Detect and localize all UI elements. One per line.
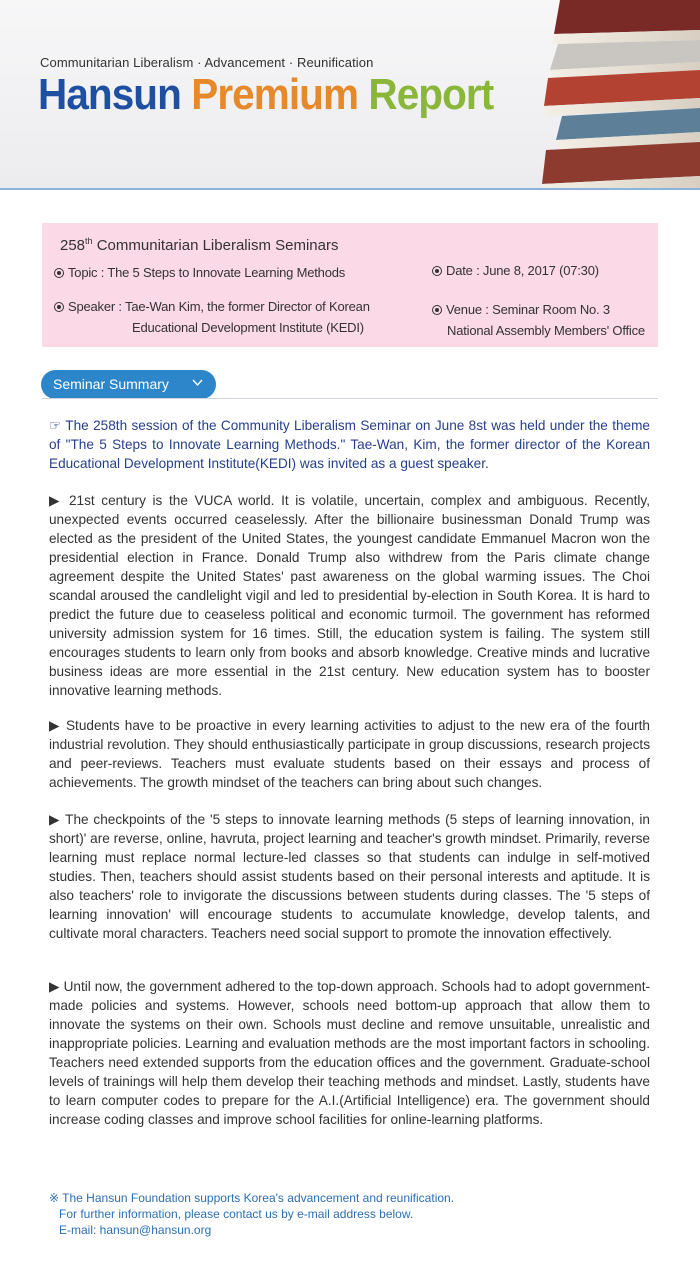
- seminar-summary-label: Seminar Summary: [53, 376, 169, 392]
- topic-row: [54, 262, 345, 283]
- date-row: [432, 260, 599, 281]
- summary-paragraph-4: ▶ Until now, the government adhered to the top-down approach. Schools had to adopt government-made policies and systems. However, schools need bottom-up approach that allow them to innovate the systems on their own. Schools must decline and remove unsuitable, unrealistic and inappropriate policies. Learning and evaluation methods are the most important factors in schooling. Teachers need extended supports from the education offices and the government. Graduate-school levels of trainings will help them develop their teaching methods and mindset. Lastly, students have to learn computer codes to prepare for the A.I.(Artificial Intelligence) era. The government should increase coding classes and improve school facilities for online-learning platforms.: [49, 979, 650, 1127]
- seminar-summary-tab[interactable]: [41, 370, 216, 399]
- radio-bullet-icon: [54, 302, 64, 312]
- radio-bullet-icon: [54, 268, 64, 278]
- title-part-report: Report: [368, 70, 494, 119]
- tagline: Communitarian Liberalism · Advancement · Reunification: [40, 55, 374, 70]
- books-illustration: [540, 0, 700, 188]
- speaker-row: [54, 296, 370, 338]
- topic-text: Topic : The 5 Steps to Innovate Learning Methods: [68, 265, 346, 280]
- seminar-number-suffix: th: [85, 236, 93, 246]
- seminar-title: [60, 236, 338, 254]
- title-part-premium: Premium: [191, 70, 359, 119]
- summary-paragraph-3: ▶ The checkpoints of the '5 steps to innovate learning methods (5 steps of learning innovation, in short)' are reverse, online, havruta, project learning and teacher's growth mindset. Primarily, reverse learning must replace normal lecture-led classes so that students can indulge in self-motived studies. Then, teachers should assist students based on their personal interests and aptitude. It is also teachers' role to invigorate the discussions between students during classes. The '5 steps of learning innovation' will encourage students to accumulate knowledge, develop talents, and cultivate moral characters. Teachers need social support to promote the innovation effectively.: [49, 812, 650, 941]
- report-title: [38, 70, 493, 120]
- intro-paragraph: ☞ The 258th session of the Community Liberalism Seminar on June 8st was held under the theme of "The 5 Steps to Innovate Learning Methods." Tae-Wan, Kim, the former director of the Korean Educational Development Institute(KEDI) was invited as a guest speaker.: [49, 418, 650, 471]
- footer-contact: [49, 1190, 454, 1238]
- venue-row: [432, 299, 645, 341]
- summary-paragraph-1: ▶ 21st century is the VUCA world. It is volatile, uncertain, complex and ambiguous. Recently, unexpected events occurred ceaselessly. After the billionaire businessman Donald Trump was elected as the president of the United States, the youngest candidate Emmanuel Macron won the presidential election in France. Donald Trump also withdrew from the Paris climate change agreement despite the United States' past awareness on the global warming issues. The Choi scandal aroused the candlelight vigil and led to presidential by-election in South Korea. It is hard to predict the future due to ceaseless political and economic turmoil. The government has reformed university admission system for 16 times. Still, the education system is failing. The system still encourages students to learn only from books and absorb knowledge. Creative minds and lucrative business ideas are more essential in the 21st century. New education system has to booster innovative learning methods.: [49, 493, 650, 698]
- date-text: Date : June 8, 2017 (07:30): [446, 263, 599, 278]
- speaker-text-line1: Speaker : Tae-Wan Kim, the former Director of Korean: [68, 299, 370, 314]
- chevron-down-icon: [189, 375, 206, 392]
- radio-bullet-icon: [432, 266, 442, 276]
- summary-divider: [42, 398, 658, 399]
- radio-bullet-icon: [432, 305, 442, 315]
- seminar-number: 258: [60, 237, 86, 254]
- footer-line-1: ※ The Hansun Foundation supports Korea's advancement and reunification.: [49, 1191, 455, 1205]
- venue-text-line1: Venue : Seminar Room No. 3: [446, 302, 610, 317]
- speaker-text-line2: Educational Development Institute (KEDI): [132, 320, 364, 335]
- seminar-name: Communitarian Liberalism Seminars: [96, 237, 339, 254]
- report-header: [0, 0, 700, 190]
- title-part-hansun: Hansun: [38, 70, 181, 119]
- header-divider: [0, 188, 700, 190]
- footer-line-2: For further information, please contact us by e-mail address below.: [49, 1207, 414, 1221]
- venue-text-line2: National Assembly Members' Office: [447, 323, 645, 338]
- seminar-info-box: [42, 223, 658, 347]
- summary-paragraph-2: ▶ Students have to be proactive in every learning activities to adjust to the new era of the fourth industrial revolution. They should enthusiastically participate in group discussions, research projects and peer-reviews. Teachers must evaluate students based on their essays and process of achievements. The growth mindset of the teachers can bring about such changes.: [49, 718, 650, 790]
- footer-email[interactable]: E-mail: hansun@hansun.org: [49, 1223, 212, 1237]
